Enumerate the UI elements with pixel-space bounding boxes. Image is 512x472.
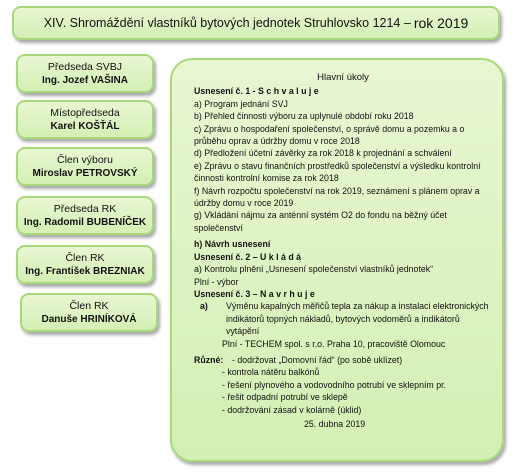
resolution-1-item-h: h) Návrh usnesení (194, 239, 271, 250)
person-role: Člen RK (65, 251, 105, 264)
person-card-predseda-rk (16, 196, 154, 235)
resolution-2-item: a) Kontrolu plnění „Usnesení společenství vlastníků jednotek“ (194, 264, 434, 275)
person-name: Ing. František BREZNIAK (25, 265, 145, 277)
person-name: Miroslav PETROVSKÝ (32, 167, 138, 179)
resolution-1-item: d) Předložení účetní závěrky za rok 2018 k projednání a schválení (194, 148, 452, 159)
person-role: Předseda RK (53, 202, 117, 215)
person-card-clen-vyboru (16, 147, 154, 186)
resolution-1-item: a) Program jednání SVJ (194, 98, 288, 109)
resolution-1-item: c) Zprávu o hospodaření společenství, o správě domu a pozemku a o průběhu oprav a údržby domu v roce 2018 (194, 123, 465, 147)
resolution-3-item-text: Výměnu kapalných měřičů tepla za nákup a instalaci elektronických indikátorů topných nákladů, bytových vodoměrů a indikátorů vytápění (226, 301, 489, 337)
page-title: XIV. Shromáždění vlastníků bytových jednotek Struhlovsko 1214 – (43, 16, 411, 30)
misc-item: - kontrola nátěru balkónů (222, 367, 320, 378)
person-role: Místopředseda (50, 106, 120, 119)
person-role: Člen výboru (56, 153, 114, 166)
person-role: Předseda SVBJ (47, 60, 123, 73)
person-name: Karel KOŠŤÁL (50, 120, 120, 132)
resolution-2-title: Usnesení č. 2 – U k l á d á (194, 251, 302, 262)
resolution-3-item (194, 300, 492, 337)
main-tasks-panel (170, 58, 504, 462)
person-name: Ing. Radomil BUBENÍČEK (23, 216, 147, 228)
page-title-year: rok 2019 (413, 15, 469, 31)
main-tasks-heading: Hlavní úkoly (317, 72, 369, 83)
person-card-mistopredseda (16, 100, 154, 139)
resolution-1-item: e) Zprávu o stavu finančních prostředků společenství a výsledku kontrolní činnosti kontrolní komise za rok 2018 (194, 160, 481, 184)
resolution-1-item: b) Přehled činnosti výboru za uplynulé období roku 2018 (194, 111, 414, 122)
misc-item: - dodržování zásad v kolárně (úklid) (222, 404, 362, 415)
person-role: Člen RK (69, 299, 109, 312)
person-card-predseda-svbj (16, 54, 154, 93)
misc-label: Různé: (194, 354, 224, 365)
person-card-clen-rk-2 (20, 293, 158, 332)
misc-item: - řešení plynového a vodovodního potrubí ve sklepním pr. (222, 379, 446, 390)
person-name: Danuše HRINÍKOVÁ (41, 313, 137, 325)
resolution-1-title: Usnesení č. 1 - S c h v a l u j e (194, 86, 319, 97)
misc-row (194, 354, 492, 366)
person-card-clen-rk-1 (16, 245, 154, 284)
document-date: 25. dubna 2019 (304, 418, 366, 429)
resolution-1-item: g) Vkládání nájmu za anténní systém O2 do fondu na běžný účet společenství (194, 210, 447, 233)
header-banner (12, 6, 500, 40)
resolution-3-item-marker: a) (200, 301, 208, 312)
resolution-3-responsible: Plní - TECHEM spol. s r.o. Praha 10, pracoviště Olomouc (222, 338, 446, 349)
resolution-1-item: f) Návrh rozpočtu společenství na rok 2019, seznámení s plánem oprav a údržby domu v roce 2019 (194, 185, 480, 209)
resolution-2-responsible: Plní - výbor (194, 276, 239, 287)
misc-item: - řešit odpadní potrubí ve sklepě (222, 392, 348, 403)
resolution-3-title: Usnesení č. 3 – N a v r h u j e (194, 288, 315, 299)
misc-item: - dodržovat „Domovní řád“ (po sobě uklízet) (232, 354, 403, 365)
person-name: Ing. Jozef VAŠINA (42, 74, 128, 86)
